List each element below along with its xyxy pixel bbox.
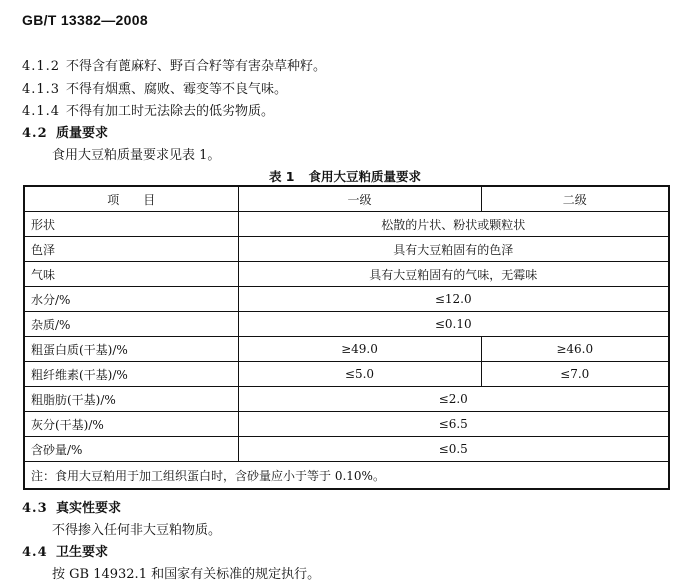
clause-text: 不得有烟熏、腐败、霉变等不良气味。 [66, 82, 288, 97]
section-4-3-heading [22, 497, 121, 516]
clause-number: 4.1.3 [22, 82, 61, 97]
section-title: 真实性要求 [56, 501, 122, 516]
section-4-3-body: 不得掺入任何非大豆粕物质。 [52, 523, 222, 538]
table-title [0, 167, 690, 185]
table-number: 表 1 [268, 169, 295, 184]
section-4-4-body: 按 GB 14932.1 和国家有关标准的规定执行。 [52, 567, 321, 582]
row-label: 含砂量/% [24, 437, 238, 462]
table-note-row [24, 462, 669, 490]
table-note: 注：食用大豆粕用于加工组织蛋白时，含砂量应小于等于 0.10%。 [24, 462, 669, 490]
row-value-grade1: ≥49.0 [238, 337, 481, 362]
section-4-2-body: 食用大豆粕质量要求见表 1。 [52, 148, 221, 163]
table-row [24, 387, 669, 412]
section-number: 4.4 [22, 545, 48, 560]
row-value-grade1: ≤5.0 [238, 362, 481, 387]
clause-4-1-2 [22, 55, 326, 74]
row-value: ≤12.0 [238, 287, 669, 312]
section-number: 4.3 [22, 501, 48, 516]
clause-4-1-3 [22, 78, 287, 97]
row-label: 粗纤维素(干基)/% [24, 362, 238, 387]
row-label: 形状 [24, 212, 238, 237]
row-value-grade2: ≥46.0 [481, 337, 669, 362]
clause-text: 不得含有蓖麻籽、野百合籽等有害杂草种籽。 [66, 59, 327, 74]
row-value: 具有大豆粕固有的色泽 [238, 237, 669, 262]
row-value: 具有大豆粕固有的气味，无霉味 [238, 262, 669, 287]
row-label: 杂质/% [24, 312, 238, 337]
table-row [24, 262, 669, 287]
row-value-grade2: ≤7.0 [481, 362, 669, 387]
table-row [24, 212, 669, 237]
row-value: ≤2.0 [238, 387, 669, 412]
table-row [24, 412, 669, 437]
section-title: 质量要求 [56, 126, 109, 141]
header-grade1: 一级 [238, 186, 481, 212]
section-4-2-heading [22, 122, 108, 141]
table-row [24, 362, 669, 387]
row-label: 气味 [24, 262, 238, 287]
section-number: 4.2 [22, 126, 48, 141]
row-label: 色泽 [24, 237, 238, 262]
header-item: 项 目 [24, 186, 238, 212]
header-grade2: 二级 [481, 186, 669, 212]
row-value: ≤0.10 [238, 312, 669, 337]
table-caption: 食用大豆粕质量要求 [308, 169, 422, 184]
row-value: ≤6.5 [238, 412, 669, 437]
row-value: ≤0.5 [238, 437, 669, 462]
clause-number: 4.1.2 [22, 59, 61, 74]
table-row [24, 287, 669, 312]
section-4-4-heading [22, 541, 108, 560]
row-value: 松散的片状、粉状或颗粒状 [238, 212, 669, 237]
clause-text: 不得有加工时无法除去的低劣物质。 [66, 104, 275, 119]
clause-number: 4.1.4 [22, 104, 61, 119]
table-row [24, 437, 669, 462]
table-header-row [24, 186, 669, 212]
quality-requirements-table [23, 185, 670, 490]
table-row [24, 237, 669, 262]
clause-4-1-4 [22, 100, 274, 119]
row-label: 水分/% [24, 287, 238, 312]
row-label: 粗脂肪(干基)/% [24, 387, 238, 412]
table-row [24, 337, 669, 362]
row-label: 灰分(干基)/% [24, 412, 238, 437]
table-row [24, 312, 669, 337]
standard-number: GB/T 13382—2008 [22, 12, 148, 28]
section-title: 卫生要求 [56, 545, 109, 560]
row-label: 粗蛋白质(干基)/% [24, 337, 238, 362]
